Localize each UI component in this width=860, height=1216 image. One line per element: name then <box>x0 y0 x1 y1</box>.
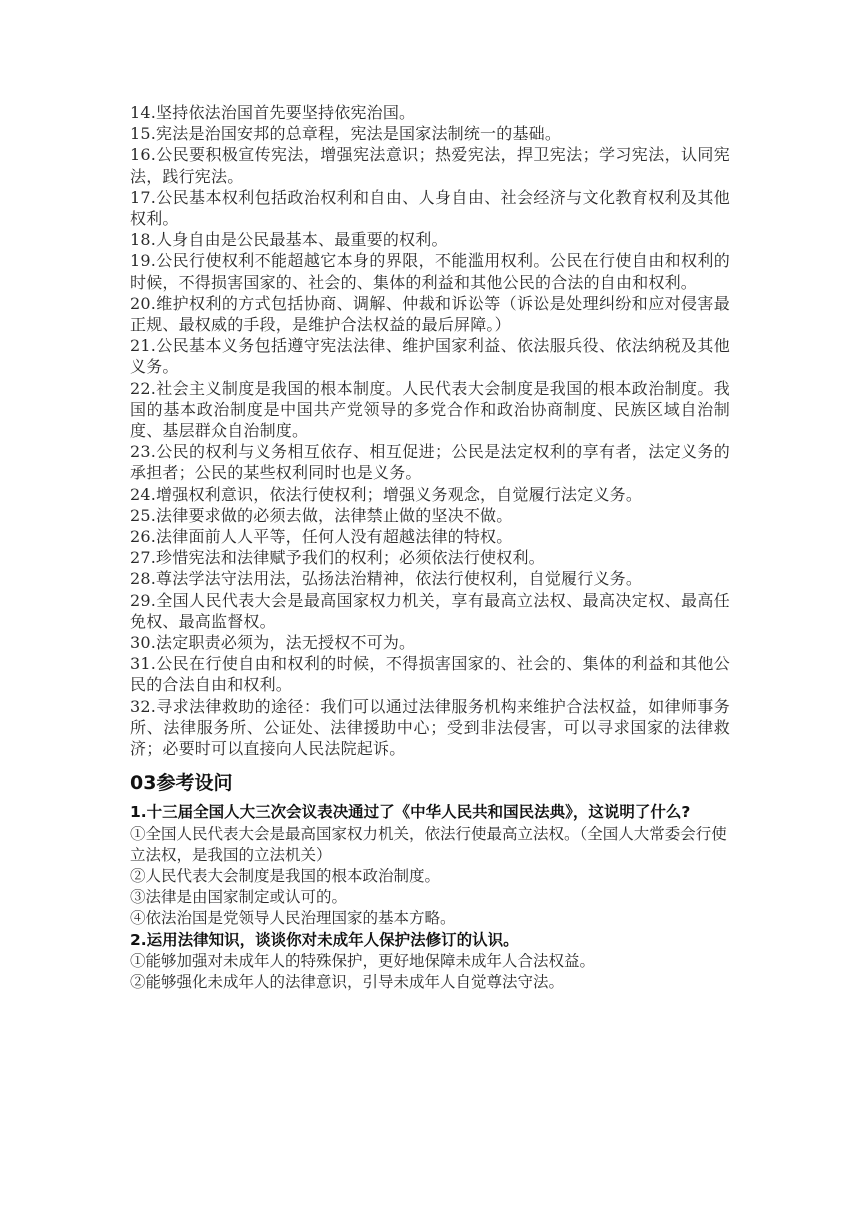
section-heading: 03参考设问 <box>130 772 233 795</box>
list-item: 19.公民行使权利不能超越它本身的界限，不能滥用权利。公民在行使自由和权利的时候，不得损害国家的、社会的、集体的利益和其他公民的合法的自由和权利。 <box>130 251 730 292</box>
list-item: 20.维护权利的方式包括协商、调解、仲裁和诉讼等（诉讼是处理纠纷和应对侵害最正规、最权威的手段，是维护合法权益的最后屏障。） <box>130 293 730 335</box>
list-item: 28.尊法学法守法用法，弘扬法治精神，依法行使权利，自觉履行义务。 <box>130 569 643 589</box>
list-item: 22.社会主义制度是我国的根本制度。人民代表大会制度是我国的根本政治制度。我国的基本政治制度是中国共产党领导的多党合作和政治协商制度、民族区域自治制度、基层群众自治制度。 <box>130 378 730 441</box>
answer-item: ①全国人民代表大会是最高国家权力机关，依法行使最高立法权。（全国人大常委会行使立法权，是我国的立法机关） <box>130 824 727 864</box>
question-1: 1.十三届全国人大三次会议表决通过了《中华人民共和国民法典》，这说明了什么? <box>130 803 691 822</box>
list-item: 31.公民在行使自由和权利的时候，不得损害国家的、社会的、集体的利益和其他公民的合法自由和权利。 <box>130 654 730 695</box>
answer-item: ①能够加强对未成年人的特殊保护，更好地保障未成年人合法权益。 <box>130 951 596 970</box>
list-item: 25.法律要求做的必须去做，法律禁止做的坚决不做。 <box>130 505 513 525</box>
list-item: 23.公民的权利与义务相互依存、相互促进；公民是法定权利的享有者，法定义务的承担者；公民的某些权利同时也是义务。 <box>130 442 730 483</box>
answer-item: ③法律是由国家制定或认可的。 <box>130 888 348 907</box>
list-item: 14.坚持依法治国首先要坚持依宪治国。 <box>130 103 416 122</box>
question-2: 2.运用法律知识，谈谈你对未成年人保护法修订的认识。 <box>130 930 519 949</box>
answer-item: ②人民代表大会制度是我国的根本政治制度。 <box>130 866 441 885</box>
document-page <box>130 102 730 993</box>
list-item: 30.法定职责必须为，法无授权不可为。 <box>130 633 416 653</box>
list-item: 21.公民基本义务包括遵守宪法法律、维护国家利益、依法服兵役、依法纳税及其他义务。 <box>130 336 730 377</box>
list-item: 24.增强权利意识，依法行使权利；增强义务观念，自觉履行法定义务。 <box>130 484 643 504</box>
list-item: 29.全国人民代表大会是最高国家权力机关，享有最高立法权、最高决定权、最高任免权、最高监督权。 <box>130 590 730 631</box>
list-item: 26.法律面前人人平等，任何人没有超越法律的特权。 <box>130 527 513 547</box>
list-item: 18.人身自由是公民最基本、最重要的权利。 <box>130 230 448 250</box>
list-item: 27.珍惜宪法和法律赋予我们的权利；必须依法行使权利。 <box>130 548 545 568</box>
list-item: 17.公民基本权利包括政治权利和自由、人身自由、社会经济与文化教育权利及其他权利。 <box>130 187 730 229</box>
list-item: 15.宪法是治国安邦的总章程，宪法是国家法制统一的基础。 <box>130 124 562 144</box>
list-item: 16.公民要积极宣传宪法，增强宪法意识；热爱宪法，捍卫宪法；学习宪法，认同宪法，践行宪法。 <box>130 145 730 186</box>
answer-item: ②能够强化未成年人的法律意识，引导未成年人自觉尊法守法。 <box>130 972 565 991</box>
list-item: 32.寻求法律救助的途径：我们可以通过法律服务机构来维护合法权益，如律师事务所、法律服务所、公证处、法律援助中心；受到非法侵害，可以寻求国家的法律救济；必要时可以直接向人民法院起诉。 <box>130 696 730 759</box>
answer-item: ④依法治国是党领导人民治理国家的基本方略。 <box>130 909 456 928</box>
